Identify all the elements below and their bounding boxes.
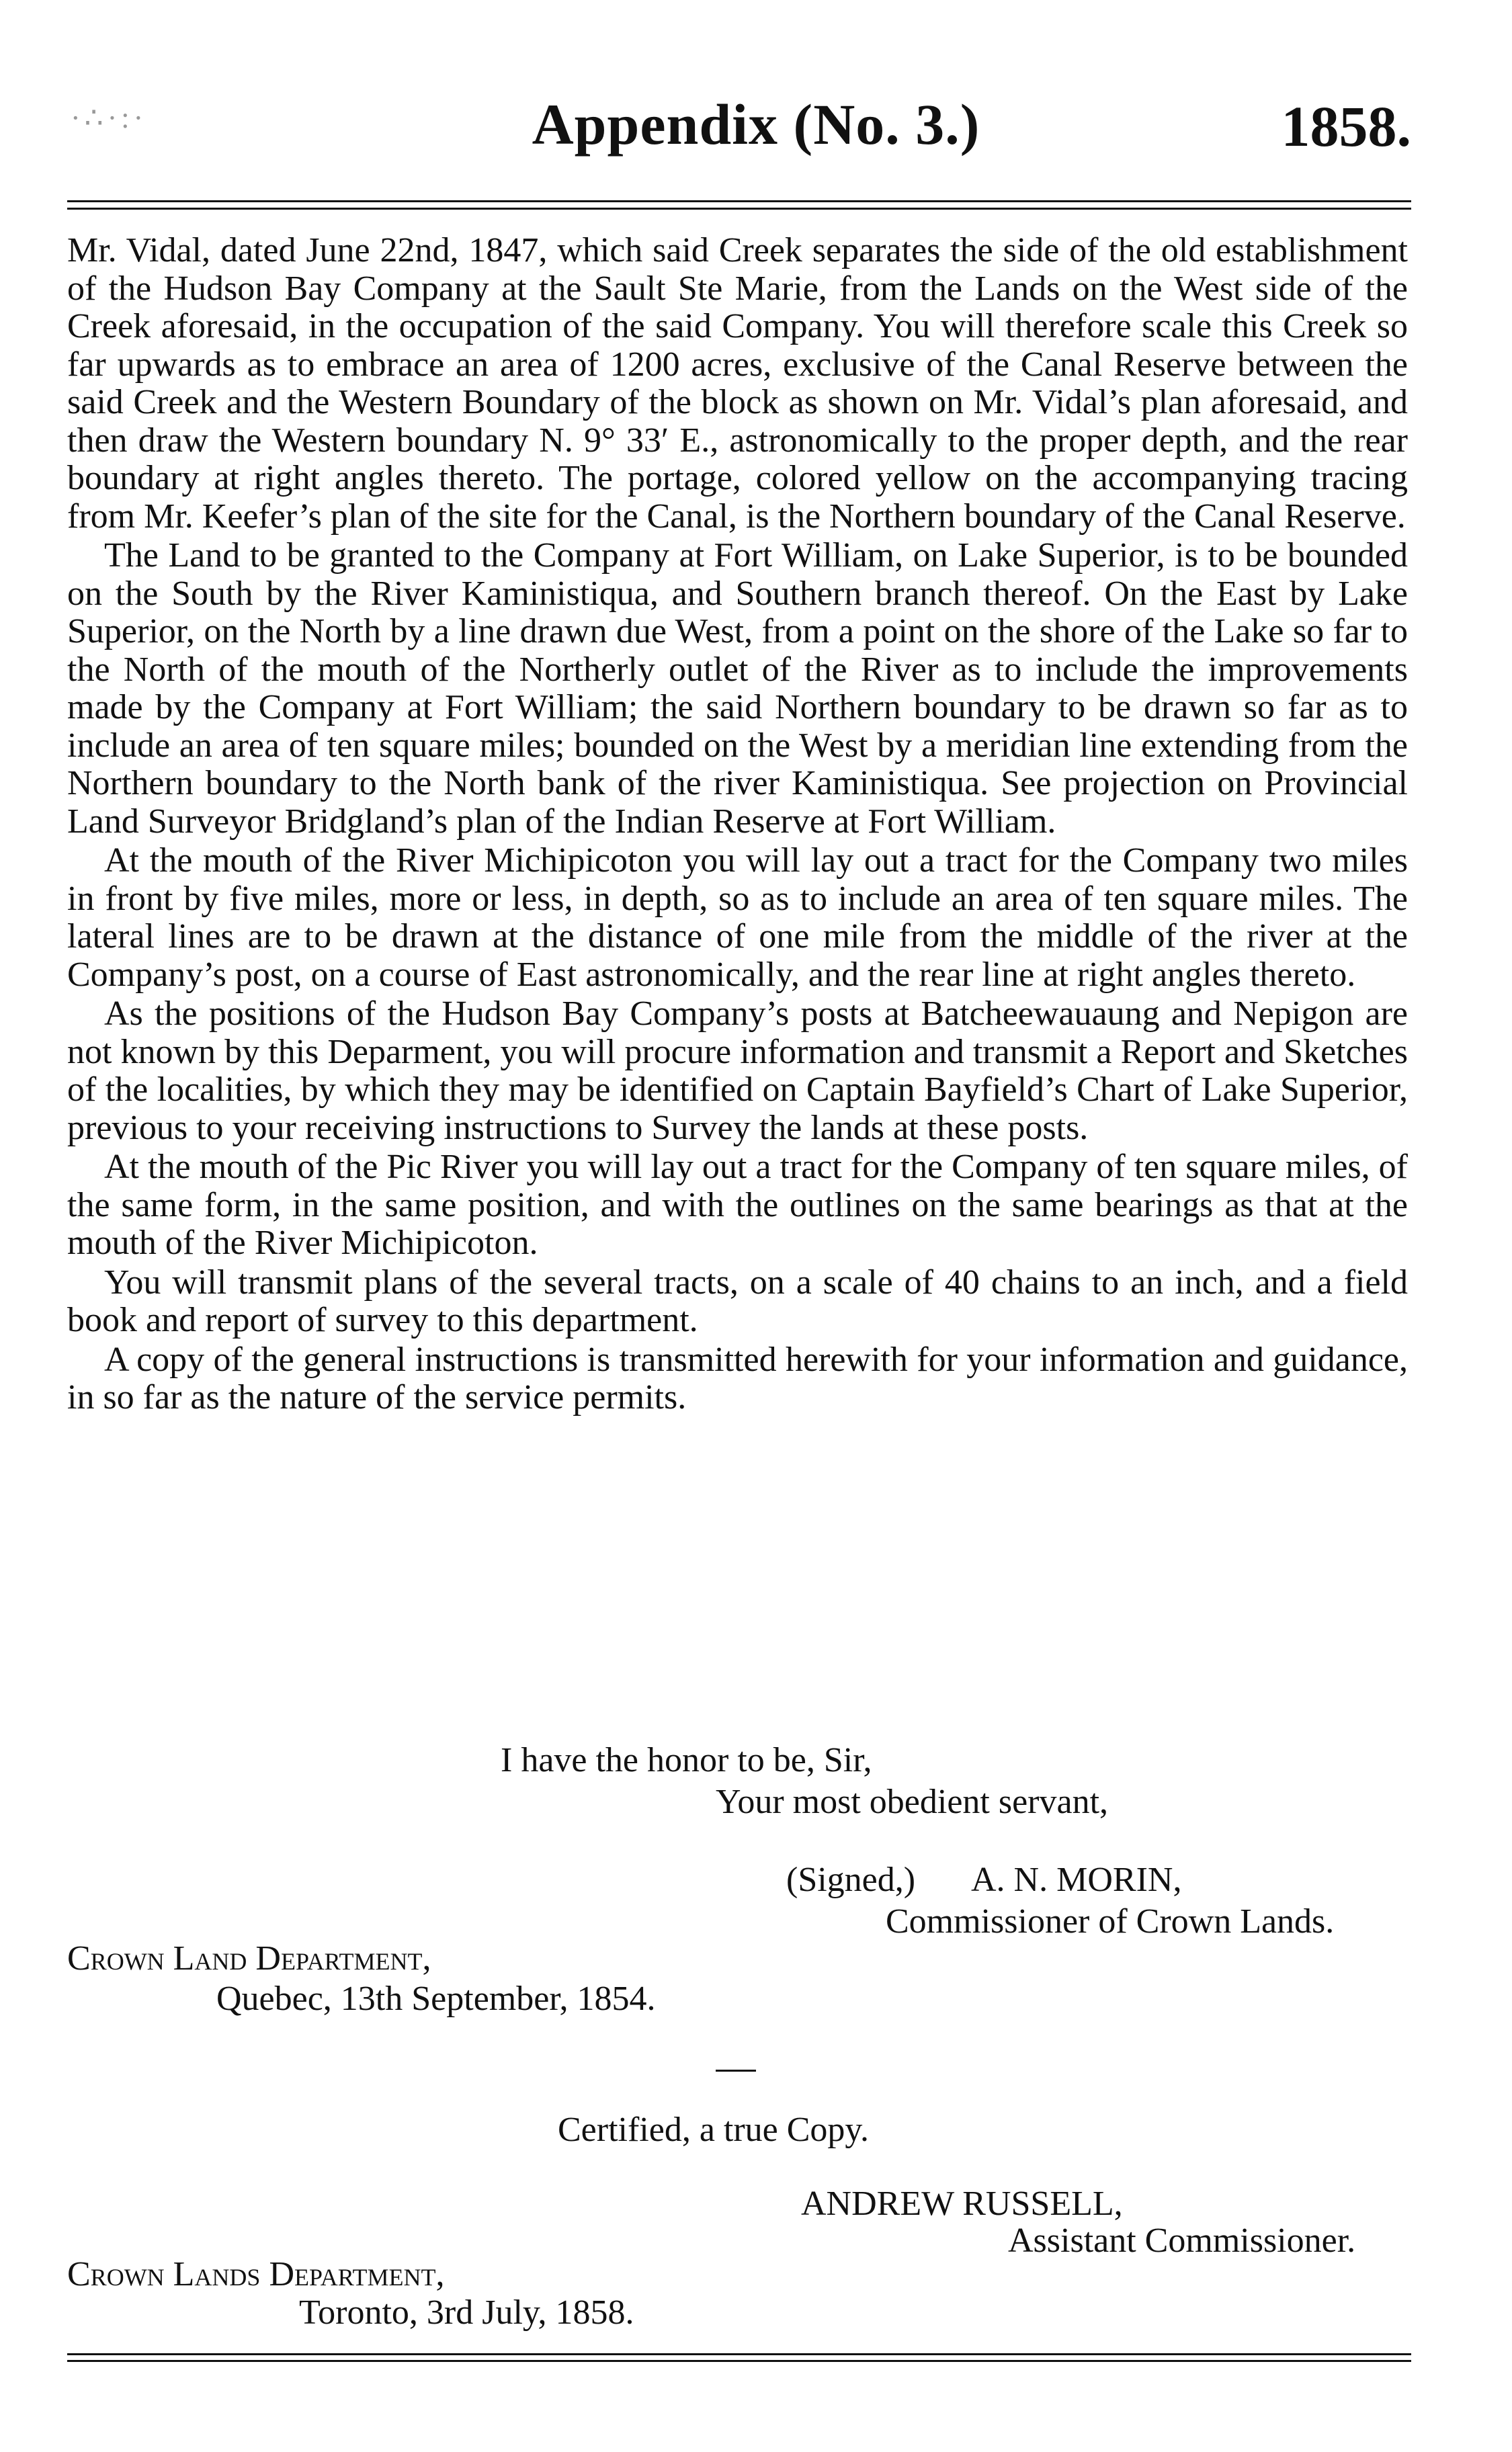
signed-prefix: (Signed,) — [786, 1861, 916, 1899]
paragraph: As the positions of the Hudson Bay Company’s posts at Batcheewauaung and Nepigon are not known by this Deparment, you will procure information and transmit a Report and Sketches of the localities, by which they may be identified on Captain Bayfield’s Chart of Lake Superior, previous to your receiving instructions to Survey the lands at these posts. — [67, 995, 1408, 1147]
closing-honor: I have the honor to be, Sir, — [501, 1741, 872, 1779]
certifier-title: Assistant Commissioner. — [1008, 2222, 1356, 2260]
page-title: Appendix (No. 3.) — [532, 92, 980, 157]
paragraph: At the mouth of the River Michipicoton you will lay out a tract for the Company two miles in front by five miles, more or less, in depth, so as to include an area of ten square miles. The lateral lines are to be drawn at the distance of one mile from the middle of the river at the Company’s post, on a course of East astronomically, and the rear line at right angles thereto. — [67, 841, 1408, 994]
closing-servant: Your most obedient servant, — [716, 1783, 1109, 1821]
paragraph: Mr. Vidal, dated June 22nd, 1847, which said Creek separates the side of the old establishment of the Hudson Bay Company at the Sault Ste Marie, from the Lands on the West side of the Creek aforesaid, in the occupation of the said Company. You will therefore scale this Creek so far upwards as to embrace an area of 1200 acres, exclusive of the Canal Reserve between the said Creek and the Western Boundary of the block as shown on Mr. Vidal’s plan aforesaid, and then draw the Western boundary N. 9° 33′ E., astronomically to the proper depth, and the rear boundary at right angles thereto. The portage, colored yellow on the accompanying tracing from Mr. Keefer’s plan of the site for the Canal, is the Northern boundary of the Canal Reserve. — [67, 231, 1408, 536]
signatory-name: A. N. MORIN, — [971, 1861, 1182, 1899]
paragraph: A copy of the general instructions is transmitted herewith for your information and guidance, in so far as the nature of the service permits. — [67, 1340, 1408, 1417]
paragraph: At the mouth of the Pic River you will lay out a tract for the Company of ten square miles, of the same form, in the same position, and with the outlines on the same bearings as that at the mouth of the River Michipicoton. — [67, 1148, 1408, 1262]
header-double-rule — [67, 200, 1411, 210]
separator-dash — [716, 2070, 756, 2072]
header-printer-marks: ·∴·:· — [71, 101, 148, 134]
certifier-name: ANDREW RUSSELL, — [801, 2185, 1123, 2223]
paragraph: The Land to be granted to the Company at Fort William, on Lake Superior, is to be bounded on the South by the River Kaministiqua, and Southern branch thereof. On the East by Lake Superior, on the North by a line drawn due West, from a point on the shore of the Lake so far to the North of the mouth of the Northerly outlet of the River as to include the improvements made by the Company at Fort William; the said Northern boundary to be drawn so far as to include an area of ten square miles; bounded on the West by a meridian line extending from the Northern boundary to the North bank of the river Kaministiqua. See projection on Provincial Land Surveyor Bridgland’s plan of the Indian Reserve at Fort William. — [67, 536, 1408, 841]
paragraph: You will transmit plans of the several tracts, on a scale of 40 chains to an inch, and a field book and report of survey to this department. — [67, 1263, 1408, 1339]
footer-double-rule — [67, 2353, 1411, 2362]
certification-text: Certified, a true Copy. — [558, 2111, 870, 2149]
department-name: Crown Land Department, — [67, 1939, 431, 1978]
certification-place-date: Toronto, 3rd July, 1858. — [299, 2293, 634, 2332]
place-date: Quebec, 13th September, 1854. — [216, 1980, 656, 2018]
page-year: 1858. — [1281, 94, 1411, 159]
signatory-title: Commissioner of Crown Lands. — [886, 1902, 1335, 1941]
body-text — [67, 232, 1408, 1417]
certification-department: Crown Lands Department, — [67, 2255, 445, 2293]
